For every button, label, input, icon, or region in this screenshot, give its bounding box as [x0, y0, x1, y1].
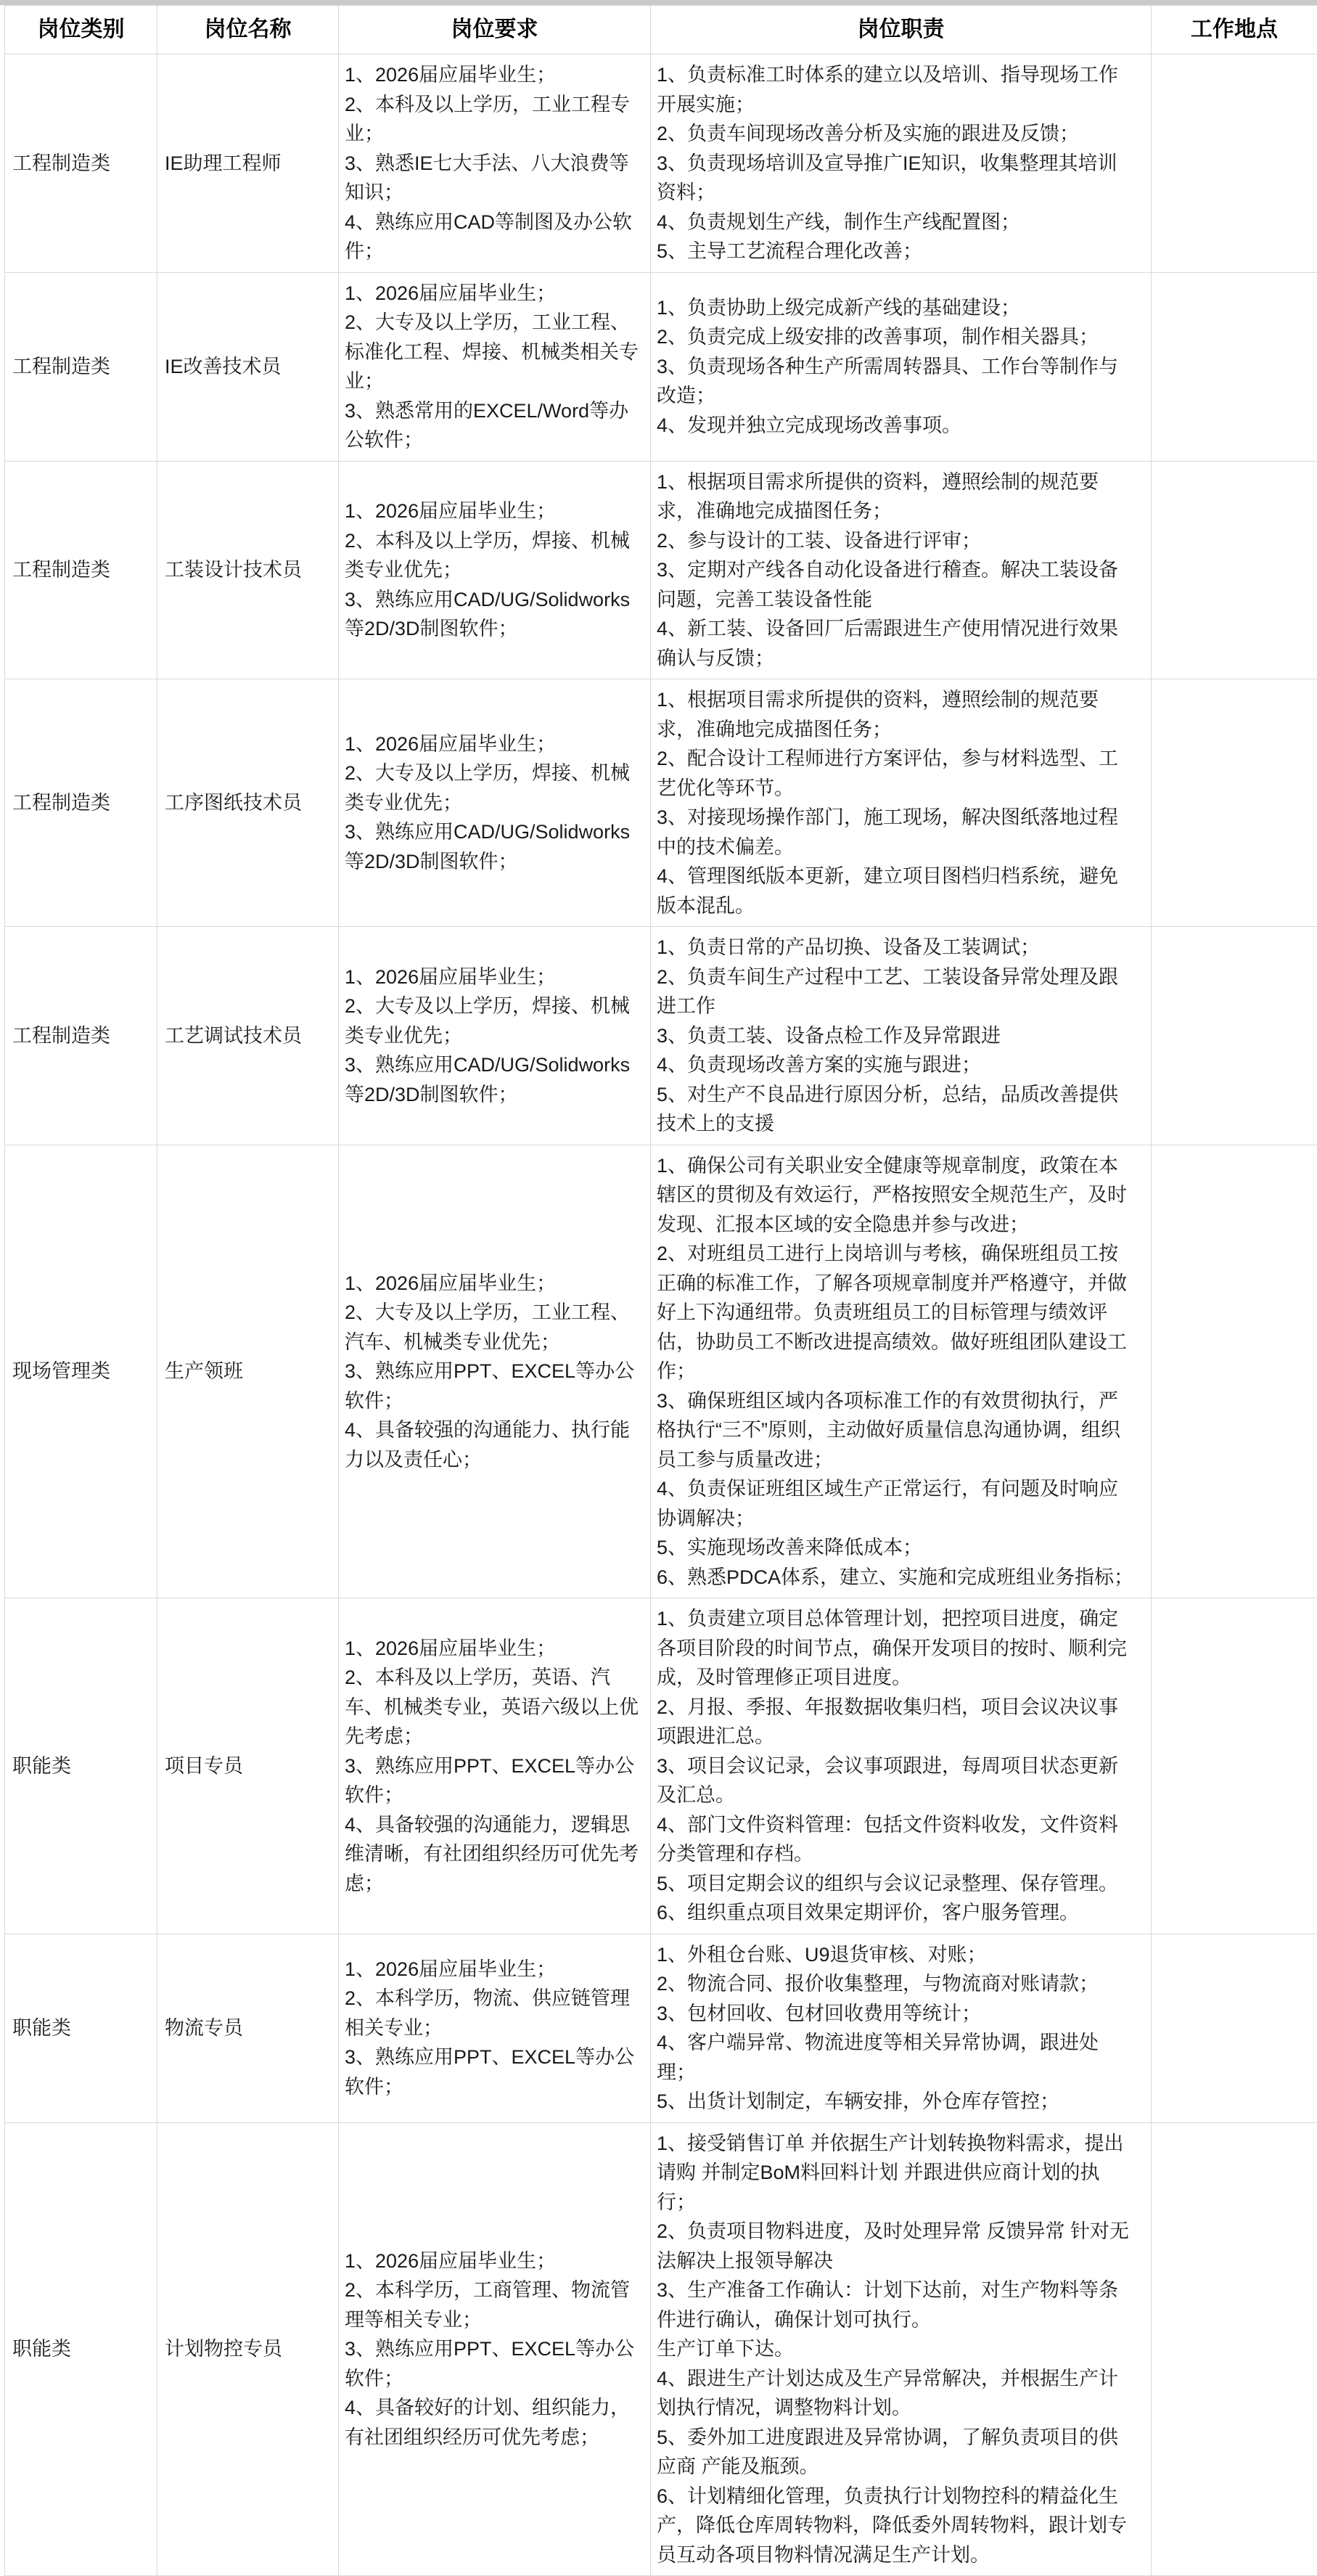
duty-item: 生产订单下达。 [657, 2334, 1136, 2364]
cell-requirements [339, 1598, 651, 1934]
cell-duties [651, 54, 1152, 273]
requirement-item: 2、本科及以上学历，英语、汽车、机械类专业，英语六级以上优先考虑； [345, 1663, 644, 1751]
cell-location [1152, 679, 1317, 927]
duty-item: 4、负责现场改善方案的实施与跟进； [657, 1050, 1136, 1080]
requirement-item: 3、熟练应用CAD/UG/Solidworks等2D/3D制图软件； [345, 817, 644, 876]
col-header-duties: 岗位职责 [651, 6, 1152, 54]
cell-duties [651, 1934, 1152, 2122]
duty-item: 2、配合设计工程师进行方案评估，参与材料选型、工艺优化等环节。 [657, 744, 1136, 803]
duty-item: 4、管理图纸版本更新，建立项目图档归档系统，避免版本混乱。 [657, 862, 1136, 920]
duty-item: 1、负责标准工时体系的建立以及培训、指导现场工作开展实施； [657, 60, 1136, 119]
cell-duties [651, 272, 1152, 461]
cell-location [1152, 1145, 1317, 1598]
duty-item: 4、客户端异常、物流进度等相关异常协调，跟进处理； [657, 2028, 1136, 2087]
table-row [5, 927, 1317, 1145]
cell-location [1152, 54, 1317, 273]
duty-item: 1、根据项目需求所提供的资料，遵照绘制的规范要求，准确地完成描图任务； [657, 685, 1136, 744]
col-header-name: 岗位名称 [157, 6, 339, 54]
duty-item: 5、实施现场改善来降低成本； [657, 1533, 1136, 1563]
requirement-item: 2、大专及以上学历，工业工程、标准化工程、焊接、机械类相关专业； [345, 308, 644, 396]
duty-item: 2、参与设计的工装、设备进行评审； [657, 526, 1136, 556]
duty-item: 6、组织重点项目效果定期评价，客户服务管理。 [657, 1898, 1136, 1928]
duty-item: 3、负责现场各种生产所需周转器具、工作台等制作与改造； [657, 352, 1136, 411]
duty-item: 3、确保班组区域内各项标准工作的有效贯彻执行，严格执行“三不”原则，主动做好质量信息沟通协调，组织员工参与质量改进； [657, 1386, 1136, 1475]
table-row [5, 2122, 1317, 2576]
duty-item: 4、负责保证班组区域生产正常运行，有问题及时响应协调解决； [657, 1474, 1136, 1533]
cell-requirements [339, 679, 651, 927]
duty-item: 2、负责车间生产过程中工艺、工装设备异常处理及跟进工作 [657, 962, 1136, 1021]
cell-position-name: 计划物控专员 [157, 2122, 339, 2576]
duty-item: 6、熟悉PDCA体系，建立、实施和完成班组业务指标； [657, 1563, 1136, 1592]
table-row [5, 461, 1317, 679]
cell-category: 现场管理类 [5, 1145, 157, 1598]
duty-item: 2、物流合同、报价收集整理，与物流商对账请款； [657, 1969, 1136, 1999]
cell-requirements [339, 1934, 651, 2122]
cell-position-name: 物流专员 [157, 1934, 339, 2122]
duty-item: 1、负责协助上级完成新产线的基础建设； [657, 293, 1136, 323]
requirement-item: 1、2026届应届毕业生； [345, 1634, 644, 1664]
duty-item: 5、项目定期会议的组织与会议记录整理、保存管理。 [657, 1869, 1136, 1899]
duty-item: 4、发现并独立完成现场改善事项。 [657, 411, 1136, 441]
cell-duties [651, 2122, 1152, 2576]
cell-position-name: 项目专员 [157, 1598, 339, 1934]
duty-item: 1、负责日常的产品切换、设备及工装调试； [657, 933, 1136, 962]
cell-duties [651, 1598, 1152, 1934]
cell-category: 工程制造类 [5, 461, 157, 679]
duty-item: 3、项目会议记录，会议事项跟进，每周项目状态更新及汇总。 [657, 1751, 1136, 1810]
duty-item: 2、负责项目物料进度，及时处理异常 反馈异常 针对无法解决上报领导解决 [657, 2217, 1136, 2276]
duty-item: 1、根据项目需求所提供的资料，遵照绘制的规范要求，准确地完成描图任务； [657, 467, 1136, 526]
duty-item: 4、新工装、设备回厂后需跟进生产使用情况进行效果确认与反馈； [657, 614, 1136, 673]
cell-category: 工程制造类 [5, 272, 157, 461]
duty-item: 3、生产准备工作确认：计划下达前，对生产物料等条件进行确认，确保计划可执行。 [657, 2276, 1136, 2334]
cell-duties [651, 1145, 1152, 1598]
cell-position-name: 工装设计技术员 [157, 461, 339, 679]
cell-location [1152, 461, 1317, 679]
cell-location [1152, 1934, 1317, 2122]
duty-item: 1、外租仓台账、U9退货审核、对账； [657, 1940, 1136, 1970]
cell-category: 职能类 [5, 1934, 157, 2122]
cell-requirements [339, 1145, 651, 1598]
table-row [5, 1934, 1317, 2122]
table-row [5, 1598, 1317, 1934]
duty-item: 1、确保公司有关职业安全健康等规章制度，政策在本辖区的贯彻及有效运行，严格按照安全规范生产，及时发现、汇报本区域的安全隐患并参与改进； [657, 1151, 1136, 1240]
duty-item: 5、委外加工进度跟进及异常协调，了解负责项目的供应商 产能及瓶颈。 [657, 2423, 1136, 2482]
duty-item: 1、接受销售订单 并依据生产计划转换物料需求，提出请购 并制定BoM料回料计划 并跟进供应商计划的执行； [657, 2129, 1136, 2217]
requirement-item: 2、本科学历，物流、供应链管理相关专业； [345, 1984, 644, 2043]
cell-category: 工程制造类 [5, 679, 157, 927]
table-row [5, 1145, 1317, 1598]
jobs-table-wrapper [0, 5, 1317, 2576]
duty-item: 2、月报、季报、年报数据收集归档，项目会议决议事项跟进汇总。 [657, 1693, 1136, 1751]
requirement-item: 3、熟悉常用的EXCEL/Word等办公软件； [345, 396, 644, 455]
duty-item: 4、负责规划生产线，制作生产线配置图； [657, 208, 1136, 237]
duty-item: 3、包材回收、包材回收费用等统计； [657, 1999, 1136, 2029]
requirement-item: 3、熟练应用PPT、EXCEL等办公软件； [345, 2334, 644, 2393]
requirement-item: 1、2026届应届毕业生； [345, 279, 644, 308]
cell-location [1152, 927, 1317, 1145]
requirement-item: 3、熟练应用CAD/UG/Solidworks等2D/3D制图软件； [345, 1050, 644, 1109]
duty-item: 5、对生产不良品进行原因分析，总结，品质改善提供技术上的支援 [657, 1080, 1136, 1139]
requirement-item: 3、熟练应用PPT、EXCEL等办公软件； [345, 1357, 644, 1415]
cell-category: 职能类 [5, 1598, 157, 1934]
cell-position-name: 工序图纸技术员 [157, 679, 339, 927]
cell-position-name: 工艺调试技术员 [157, 927, 339, 1145]
cell-position-name: 生产领班 [157, 1145, 339, 1598]
cell-duties [651, 461, 1152, 679]
requirement-item: 1、2026届应届毕业生； [345, 1269, 644, 1299]
requirement-item: 4、具备较强的沟通能力、执行能力以及责任心； [345, 1415, 644, 1474]
cell-duties [651, 679, 1152, 927]
requirement-item: 4、具备较好的计划、组织能力，有社团组织经历可优先考虑； [345, 2393, 644, 2452]
duty-item: 1、负责建立项目总体管理计划，把控项目进度，确定各项目阶段的时间节点，确保开发项目的按时、顺利完成，及时管理修正项目进度。 [657, 1604, 1136, 1693]
cell-category: 工程制造类 [5, 54, 157, 273]
col-header-requirements: 岗位要求 [339, 6, 651, 54]
col-header-location: 工作地点 [1152, 6, 1317, 54]
duty-item: 4、部门文件资料管理：包括文件资料收发，文件资料分类管理和存档。 [657, 1810, 1136, 1869]
duty-item: 3、负责工装、设备点检工作及异常跟进 [657, 1021, 1136, 1051]
cell-location [1152, 272, 1317, 461]
requirement-item: 2、大专及以上学历，焊接、机械类专业优先； [345, 759, 644, 817]
jobs-table [4, 5, 1317, 2576]
duty-item: 3、负责现场培训及宣导推广IE知识，收集整理其培训资料； [657, 149, 1136, 208]
duty-item: 5、主导工艺流程合理化改善； [657, 237, 1136, 266]
cell-category: 职能类 [5, 2122, 157, 2576]
table-row [5, 679, 1317, 927]
table-row [5, 272, 1317, 461]
cell-requirements [339, 461, 651, 679]
requirement-item: 4、具备较强的沟通能力，逻辑思维清晰，有社团组织经历可优先考虑； [345, 1810, 644, 1899]
requirement-item: 2、大专及以上学历，工业工程、汽车、机械类专业优先； [345, 1298, 644, 1357]
duty-item: 3、定期对产线各自动化设备进行稽查。解决工装设备问题，完善工装设备性能 [657, 555, 1136, 614]
table-row [5, 54, 1317, 273]
requirement-item: 2、本科及以上学历，工业工程专业； [345, 90, 644, 149]
duty-item: 2、负责车间现场改善分析及实施的跟进及反馈； [657, 119, 1136, 149]
cell-requirements [339, 2122, 651, 2576]
duty-item: 4、跟进生产计划达成及生产异常解决，并根据生产计划执行情况，调整物料计划。 [657, 2364, 1136, 2423]
cell-position-name: IE改善技术员 [157, 272, 339, 461]
duty-item: 2、负责完成上级安排的改善事项，制作相关器具； [657, 322, 1136, 352]
duty-item: 6、计划精细化管理，负责执行计划物控科的精益化生产，降低仓库周转物料，降低委外周转物料，跟计划专员互动各项目物料情况满足生产计划。 [657, 2482, 1136, 2570]
requirement-item: 1、2026届应届毕业生； [345, 496, 644, 526]
cell-category: 工程制造类 [5, 927, 157, 1145]
requirement-item: 1、2026届应届毕业生； [345, 1955, 644, 1984]
requirement-item: 2、大专及以上学历，焊接、机械类专业优先； [345, 991, 644, 1050]
requirement-item: 2、本科及以上学历，焊接、机械类专业优先； [345, 526, 644, 585]
cell-duties [651, 927, 1152, 1145]
cell-position-name: IE助理工程师 [157, 54, 339, 273]
duty-item: 2、对班组员工进行上岗培训与考核，确保班组员工按正确的标准工作，了解各项规章制度并严格遵守，并做好上下沟通纽带。负责班组员工的目标管理与绩效评估，协助员工不断改进提高绩效。做好班组团队建设工作； [657, 1239, 1136, 1386]
cell-requirements [339, 272, 651, 461]
duty-item: 3、对接现场操作部门，施工现场，解决图纸落地过程中的技术偏差。 [657, 803, 1136, 862]
requirement-item: 3、熟悉IE七大手法、八大浪费等知识； [345, 149, 644, 208]
requirement-item: 3、熟练应用CAD/UG/Solidworks等2D/3D制图软件； [345, 585, 644, 644]
header-row [5, 6, 1317, 54]
requirement-item: 3、熟练应用PPT、EXCEL等办公软件； [345, 1751, 644, 1810]
requirement-item: 1、2026届应届毕业生； [345, 962, 644, 992]
requirement-item: 1、2026届应届毕业生； [345, 729, 644, 759]
requirement-item: 1、2026届应届毕业生； [345, 2246, 644, 2276]
window-top-scrollbar [0, 0, 1317, 5]
requirement-item: 1、2026届应届毕业生； [345, 60, 644, 90]
cell-location [1152, 1598, 1317, 1934]
requirement-item: 2、本科学历，工商管理、物流管理等相关专业； [345, 2276, 644, 2334]
cell-requirements [339, 54, 651, 273]
cell-location [1152, 2122, 1317, 2576]
duty-item: 5、出货计划制定，车辆安排，外仓库存管控； [657, 2087, 1136, 2117]
col-header-category: 岗位类别 [5, 6, 157, 54]
cell-requirements [339, 927, 651, 1145]
requirement-item: 4、熟练应用CAD等制图及办公软件； [345, 208, 644, 266]
requirement-item: 3、熟练应用PPT、EXCEL等办公软件； [345, 2043, 644, 2101]
